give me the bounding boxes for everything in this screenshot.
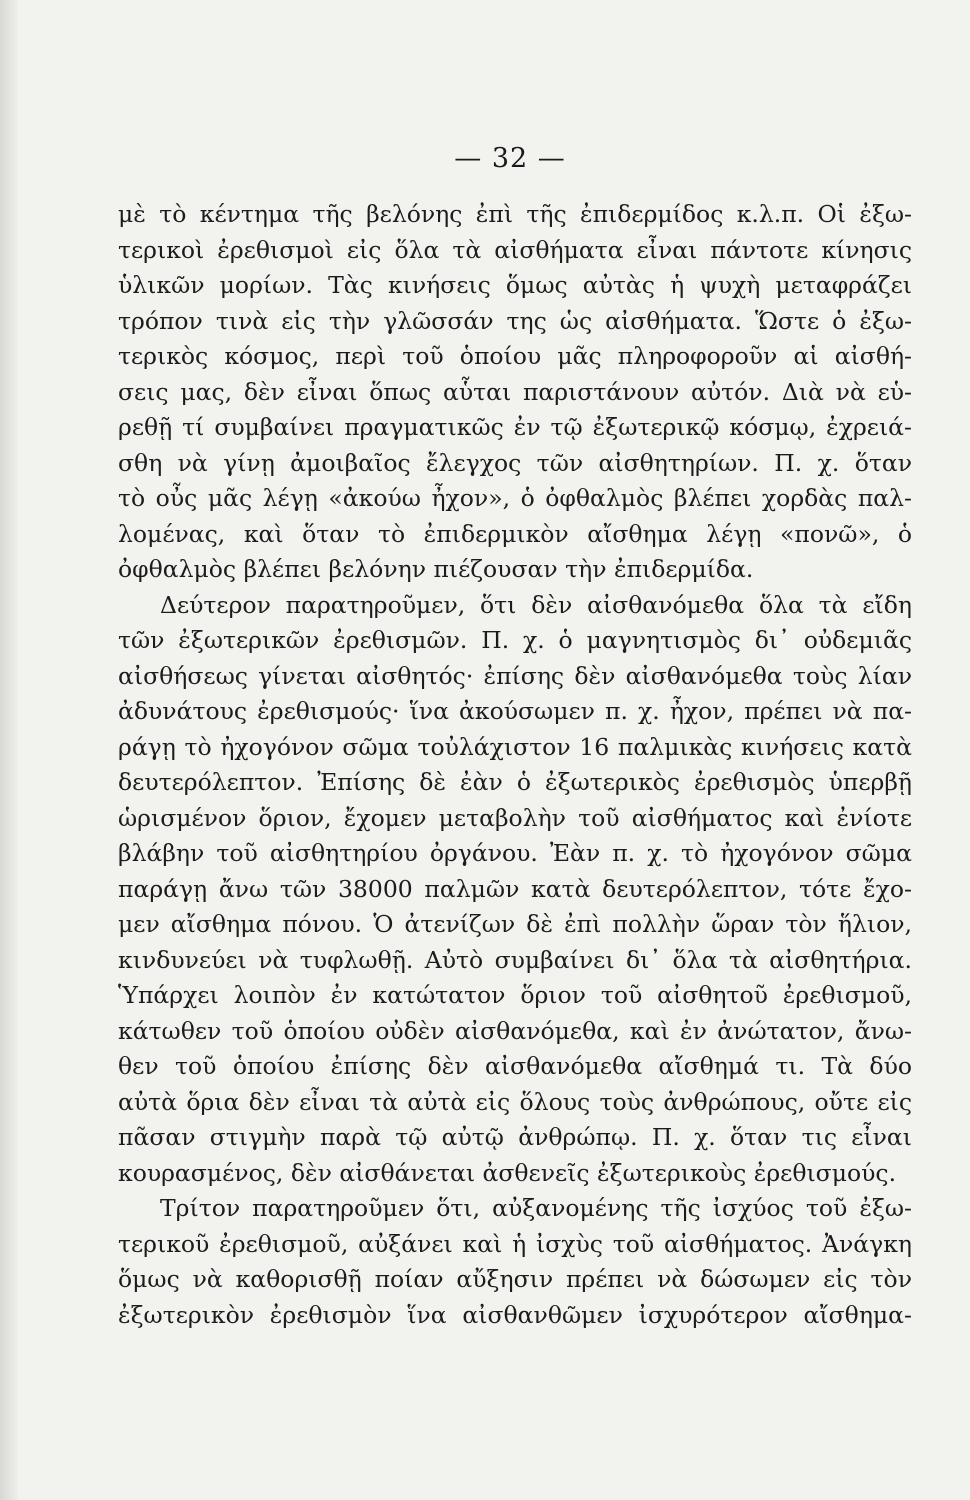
page-number: — 32 —	[454, 143, 566, 174]
text-line: σεις μας, δὲν εἶναι ὅπως αὗται παριστάνουν αὐτόν. Διὰ νὰ εὑ-	[118, 377, 912, 406]
text-line: θεν τοῦ ὁποίου ἐπίσης δὲν αἰσθανόμεθα αἴσθημά τι. Τὰ δύο	[118, 1052, 912, 1080]
text-line: ὀφθαλμὸς βλέπει βελόνην πιέζουσαν τὴν ἐπιδερμίδα.	[118, 555, 754, 583]
text-line: αὐτὰ ὅρια δὲν εἶναι τὰ αὐτὰ εἰς ὅλους τοὺς ἀνθρώπους, οὔτε εἰς	[118, 1087, 912, 1116]
text-line: κουρασμένος, δὲν αἰσθάνεται ἀσθενεῖς ἐξωτερικοὺς ἐρεθισμούς.	[118, 1158, 897, 1187]
text-line: μὲ τὸ κέντημα τῆς βελόνης ἐπὶ τῆς ἐπιδερμίδος κ.λ.π. Οἱ ἐξω-	[118, 200, 912, 228]
text-line: ὑλικῶν μορίων. Τὰς κινήσεις ὅμως αὐτὰς ἡ ψυχὴ μεταφράζει	[118, 271, 912, 299]
text-line: αἰσθήσεως γίνεται αἰσθητός· ἐπίσης δὲν αἰσθανόμεθα τοὺς λίαν	[118, 661, 912, 690]
text-line: Ὑπάρχει λοιπὸν ἐν κατώτατον ὅριον τοῦ αἰσθητοῦ ἐρεθισμοῦ,	[118, 981, 912, 1009]
text-line: μεν αἴσθημα πόνου. Ὁ ἀτενίζων δὲ ἐπὶ πολλὴν ὥραν τὸν ἥλιον,	[118, 910, 912, 938]
text-line: λομένας, καὶ ὅταν τὸ ἐπιδερμικὸν αἴσθημα λέγῃ «πονῶ», ὁ	[118, 519, 912, 548]
text-line: ἐξωτερικὸν ἐρεθισμὸν ἵνα αἰσθανθῶμεν ἰσχυρότερον αἴσθημα-	[118, 1300, 912, 1329]
text-line: βλάβην τοῦ αἰσθητηρίου ὀργάνου. Ἐὰν π. χ. τὸ ἠχογόνον σῶμα	[118, 839, 912, 867]
text-line: ρεθῇ τί συμβαίνει πραγματικῶς ἐν τῷ ἐξωτερικῷ κόσμῳ, ἐχρειά-	[118, 413, 912, 441]
body-text	[118, 197, 912, 1333]
text-line: πᾶσαν στιγμὴν παρὰ τῷ αὐτῷ ἀνθρώπῳ. Π. χ. ὅταν τις εἶναι	[118, 1123, 912, 1151]
text-line: Δεύτερον παρατηροῦμεν, ὅτι δὲν αἰσθανόμεθα ὅλα τὰ εἴδη	[160, 590, 912, 619]
text-line: τρόπον τινὰ εἰς τὴν γλῶσσάν της ὡς αἰσθήματα. Ὥστε ὁ ἐξω-	[118, 306, 912, 335]
text-line: παράγῃ ἄνω τῶν 38000 παλμῶν κατὰ δευτερόλεπτον, τότε ἔχο-	[118, 874, 912, 903]
text-line: τερικοὶ ἐρεθισμοὶ εἰς ὅλα τὰ αἰσθήματα εἶναι πάντοτε κίνησις	[118, 235, 912, 264]
text-line: Τρίτον παρατηροῦμεν ὅτι, αὐξανομένης τῆς ἰσχύος τοῦ ἐξω-	[160, 1194, 912, 1222]
text-line: κάτωθεν τοῦ ὁποίου οὐδὲν αἰσθανόμεθα, καὶ ἐν ἀνώτατον, ἄνω-	[118, 1016, 912, 1045]
text-line: τερικὸς κόσμος, περὶ τοῦ ὁποίου μᾶς πληροφοροῦν αἱ αἰσθή-	[118, 342, 912, 370]
text-line: ὅμως νὰ καθορισθῇ ποίαν αὔξησιν πρέπει νὰ δώσωμεν εἰς τὸν	[118, 1265, 912, 1293]
text-line: τὸ οὖς μᾶς λέγῃ «ἀκούω ἦχον», ὁ ὀφθαλμὸς βλέπει χορδὰς παλ-	[118, 484, 912, 512]
text-line: ὡρισμένον ὅριον, ἔχομεν μεταβολὴν τοῦ αἰσθήματος καὶ ἐνίοτε	[118, 803, 912, 832]
text-line: τῶν ἐξωτερικῶν ἐρεθισμῶν. Π. χ. ὁ μαγνητισμὸς δι᾽ οὐδεμιᾶς	[118, 626, 912, 654]
text-line: ἀδυνάτους ἐρεθισμούς· ἵνα ἀκούσωμεν π. χ. ἦχον, πρέπει νὰ πα-	[118, 697, 912, 725]
text-line: σθη νὰ γίνῃ ἀμοιβαῖος ἔλεγχος τῶν αἰσθητηρίων. Π. χ. ὅταν	[118, 448, 912, 477]
page-edge-shadow	[0, 0, 18, 1500]
text-line: δευτερόλεπτον. Ἐπίσης δὲ ἐὰν ὁ ἐξωτερικὸς ἐρεθισμὸς ὑπερβῇ	[118, 768, 912, 796]
text-line: τερικοῦ ἐρεθισμοῦ, αὐξάνει καὶ ἡ ἰσχὺς τοῦ αἰσθήματος. Ἀνάγκη	[118, 1229, 912, 1258]
text-line: κινδυνεύει νὰ τυφλωθῇ. Αὐτὸ συμβαίνει δι᾽ ὅλα τὰ αἰσθητήρια.	[118, 945, 912, 974]
text-line: ράγῃ τὸ ἠχογόνον σῶμα τοὐλάχιστον 16 παλμικὰς κινήσεις κατὰ	[118, 732, 912, 761]
